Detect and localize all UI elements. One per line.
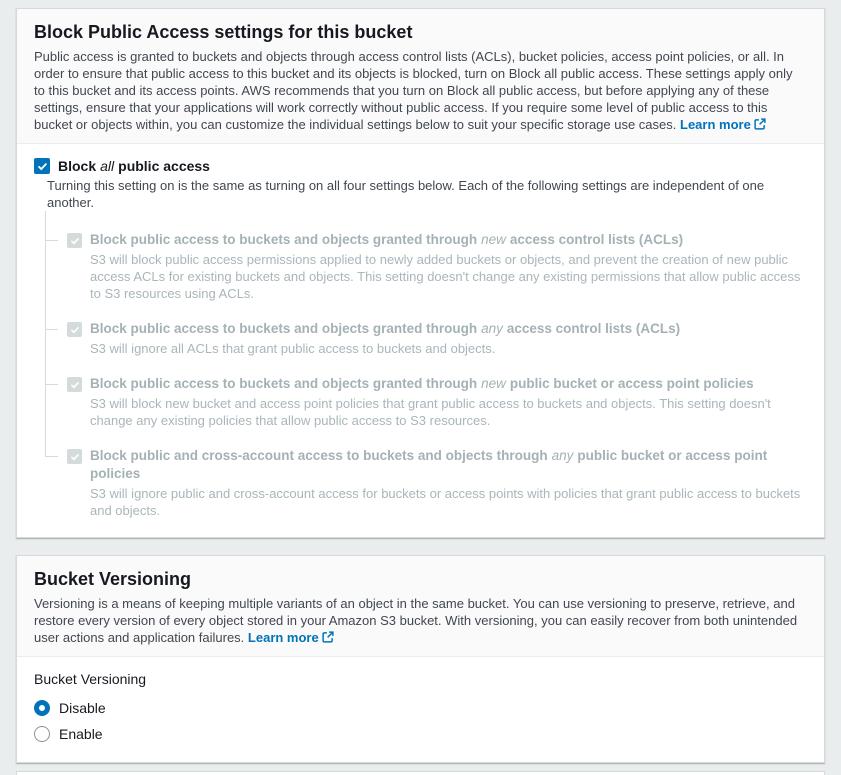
learn-more-label: Learn more (247, 630, 319, 645)
check-icon (70, 380, 80, 390)
label-italic: any (481, 321, 503, 336)
disable-radio[interactable] (34, 700, 50, 716)
label-italic: new (481, 376, 506, 391)
section-description-text: Public access is granted to buckets and objects through access control lists (ACLs), bucket policies, access point policies, or all. In order to ensure that public access to this bucket and its objects is blocked, turn on Block all public access. These settings apply only to this bucket and its access points. AWS recommends that you turn on Block all public access, but before applying any of these settings, ensure that your applications will work correctly without public access. If you require some level of public access to this bucket or objects within, you can customize the individual settings below to suit your specific storage use cases. (34, 49, 793, 132)
enable-radio[interactable] (34, 726, 50, 742)
next-section-top-edge (16, 771, 825, 775)
label-pre: Block public and cross-account access to buckets and objects through (90, 448, 548, 463)
external-link-icon (322, 631, 334, 643)
label-pre: Block (58, 158, 97, 174)
disable-radio-label: Disable (59, 700, 106, 716)
label-post: public access (118, 158, 210, 174)
block-public-access-section (16, 8, 825, 538)
block-all-public-access-row (34, 157, 806, 175)
label-pre: Block public access to buckets and objects granted through (90, 376, 478, 391)
setting-description: S3 will block new bucket and access point policies that grant public access to buckets and objects. This setting doesn't change any existing policies that allow public access to S3 resources. (90, 396, 771, 428)
check-icon (70, 452, 80, 462)
external-link-icon (754, 118, 766, 130)
enable-radio-label: Enable (59, 726, 103, 742)
setting-title (90, 320, 806, 338)
setting-block-any-acls (45, 320, 806, 357)
section-title: Block Public Access settings for this bucket (34, 22, 413, 42)
setting-title (90, 447, 806, 483)
label-italic: all (100, 158, 115, 174)
setting-block-cross-account (45, 447, 806, 519)
setting-block-new-policies (45, 375, 806, 429)
versioning-option-enable[interactable] (34, 726, 806, 742)
section-description-text: Versioning is a means of keeping multiple variants of an object in the same bucket. You can use versioning to preserve, retrieve, and restore every version of every object stored in your Amazon S3 bucket. With versioning, you can easily recover from both unintended user actions and application failures. (34, 596, 798, 645)
label-pre: Block public access to buckets and objects granted through (90, 232, 478, 247)
block-all-public-access-checkbox[interactable] (34, 158, 50, 174)
block-all-public-access-description: Turning this setting on is the same as turning on all four settings below. Each of the following settings are independent of one another. (47, 178, 765, 210)
label-post: public bucket or access point policies (509, 376, 754, 391)
setting-block-any-acls-checkbox (67, 322, 82, 337)
setting-block-new-acls-checkbox (67, 233, 82, 248)
bucket-versioning-field-label: Bucket Versioning (34, 671, 147, 687)
check-icon (37, 161, 48, 172)
setting-block-cross-account-checkbox (67, 449, 82, 464)
section-title: Bucket Versioning (34, 569, 192, 589)
block-all-public-access-label (58, 157, 210, 175)
learn-more-link[interactable] (248, 630, 334, 645)
sub-settings-tree (45, 231, 806, 519)
bucket-versioning-body (17, 657, 824, 762)
setting-title (90, 375, 806, 393)
label-post: public bucket or access point policies (90, 448, 768, 481)
setting-description: S3 will ignore all ACLs that grant public access to buckets and objects. (90, 341, 496, 356)
label-italic: new (481, 232, 506, 247)
check-icon (70, 325, 80, 335)
versioning-option-disable[interactable] (34, 700, 806, 716)
label-post: access control lists (ACLs) (506, 321, 681, 336)
setting-title (90, 231, 806, 249)
bucket-versioning-section (16, 555, 825, 763)
label-post: access control lists (ACLs) (509, 232, 684, 247)
setting-description: S3 will ignore public and cross-account access for buckets or access points with policies that grant public access to buckets and objects. (90, 486, 801, 518)
learn-more-link[interactable] (680, 117, 766, 132)
setting-description: S3 will block public access permissions applied to newly added buckets or objects, and prevent the creation of new public access ACLs for existing buckets and objects. This setting doesn't change any existing permissions that allow public access to S3 resources using ACLs. (90, 252, 801, 301)
check-icon (70, 236, 80, 246)
block-public-access-header (17, 9, 824, 144)
setting-block-new-acls (45, 231, 806, 302)
bucket-versioning-header (17, 556, 824, 657)
label-italic: any (551, 448, 574, 463)
setting-block-new-policies-checkbox (67, 377, 82, 392)
section-description (34, 48, 806, 133)
learn-more-label: Learn more (680, 117, 751, 132)
label-pre: Block public access to buckets and objects granted through (90, 321, 478, 336)
section-description (34, 595, 806, 646)
block-public-access-body (17, 144, 824, 537)
